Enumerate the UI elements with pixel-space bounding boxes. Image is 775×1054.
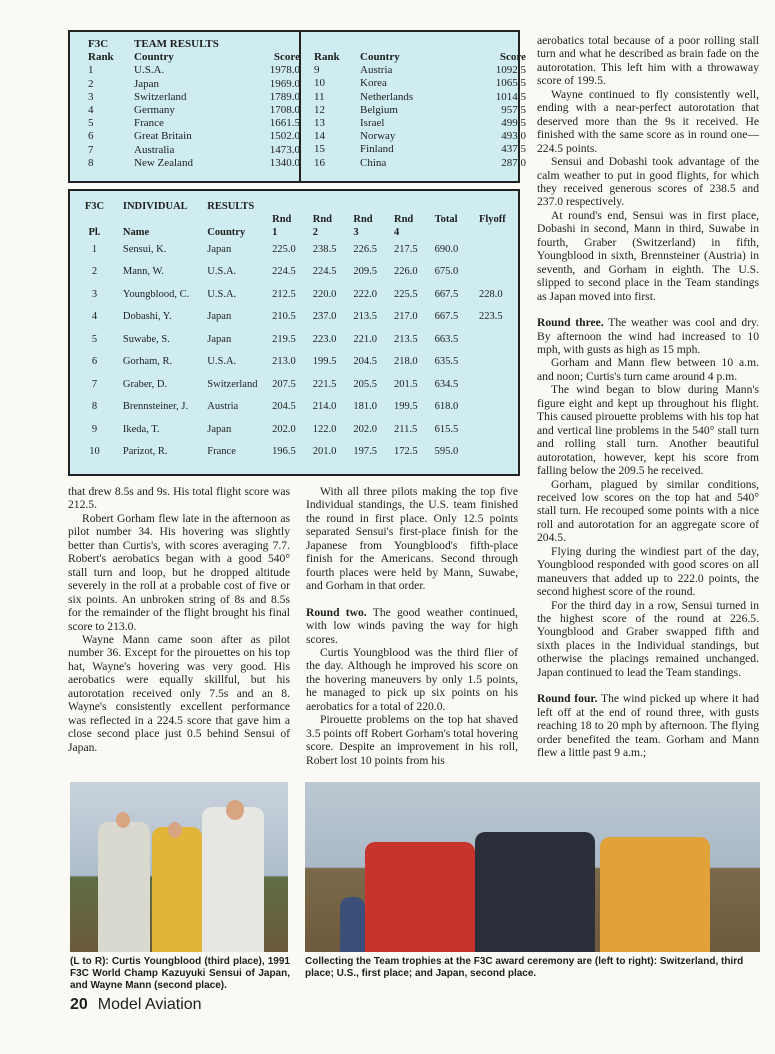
article-paragraph — [306, 646, 518, 713]
country-cell: U.S.A. — [207, 288, 237, 300]
country-cell: U.S.A. — [134, 64, 165, 77]
photo-three-pilots — [70, 782, 288, 952]
table-row — [78, 441, 518, 464]
paragraph-text: The weather was cool and dry. By afternoon the wind had increased to 10 mph, with gusts as high as 15 mph. — [537, 316, 759, 356]
total-cell: 595.0 — [434, 446, 459, 458]
r1-cell: 225.0 — [272, 243, 296, 255]
r1-cell: 210.5 — [272, 311, 296, 323]
rank-cell: 6 — [88, 130, 94, 143]
article-paragraph — [68, 633, 290, 754]
table-title: TEAM RESULTS — [134, 38, 219, 50]
article-paragraph — [537, 155, 759, 209]
flyoff-cell — [479, 351, 518, 374]
header-total: Total — [434, 214, 458, 225]
score-cell: 1708.0 — [269, 104, 300, 117]
name-cell: Ikeda, T. — [122, 423, 160, 435]
country-cell: Switzerland — [207, 378, 258, 390]
header-name: Name — [122, 227, 150, 238]
rank-cell: 12 — [314, 103, 325, 116]
article-paragraph — [68, 512, 290, 633]
r3-cell: 226.5 — [353, 243, 377, 255]
rank-cell: 11 — [314, 90, 325, 103]
team-results-right — [314, 51, 526, 170]
name-cell: Brennsteiner, J. — [122, 401, 189, 413]
score-cell: 1473.0 — [269, 143, 300, 156]
article-paragraph — [537, 545, 759, 599]
table-row — [88, 157, 300, 170]
name-cell: Suwabe, S. — [122, 333, 170, 345]
article-paragraph — [306, 485, 518, 593]
table-row — [78, 328, 518, 351]
paragraph-text: Pirouette problems on the top hat shaved 3.5 points off Robert Gorham's total hovering score. Despite an improvement in his roll, Robert lost 10 points from his — [306, 713, 518, 767]
article-paragraph — [537, 88, 759, 155]
r2-cell: 237.0 — [312, 311, 337, 323]
table-row — [88, 91, 300, 104]
table-row — [314, 143, 526, 156]
country-cell: France — [134, 117, 164, 130]
score-cell: 1092.5 — [495, 64, 526, 77]
article-paragraph — [537, 692, 759, 759]
header-rnd1: Rnd — [272, 214, 292, 225]
country-cell: Israel — [360, 117, 385, 130]
table-row — [314, 157, 526, 170]
country-cell: Australia — [134, 143, 175, 156]
r2-cell: 214.0 — [312, 401, 337, 413]
r3-cell: 197.5 — [353, 446, 377, 458]
header-rnd3: Rnd — [353, 214, 373, 225]
r3-cell: 202.0 — [353, 423, 377, 435]
total-cell: 690.0 — [434, 243, 459, 255]
paragraph-text: The good weather continued, with low winds paving the way for high scores. — [306, 605, 519, 646]
article-paragraph — [537, 34, 759, 88]
pl-cell: 5 — [91, 333, 98, 345]
individual-results-table — [68, 189, 520, 476]
name-cell: Mann, W. — [122, 266, 165, 278]
flyoff-cell — [479, 238, 518, 261]
score-cell: 437.5 — [501, 143, 526, 156]
page-footer — [70, 996, 202, 1014]
header-flyoff: Flyoff — [478, 214, 506, 225]
score-cell: 1340.0 — [269, 156, 300, 169]
r2-cell: 224.5 — [312, 266, 337, 278]
table-row — [78, 283, 518, 306]
table-row — [88, 104, 300, 117]
table-header-row — [88, 51, 300, 64]
header-country: Country — [134, 51, 174, 64]
r2-cell: 122.0 — [312, 423, 337, 435]
header-r4: 4 — [393, 227, 400, 238]
total-cell: 667.5 — [434, 288, 459, 300]
name-cell: Sensui, K. — [122, 243, 167, 255]
header-rank: Rank — [88, 51, 114, 64]
score-cell: 957.5 — [501, 103, 526, 116]
header-place: Pl. — [88, 227, 101, 238]
table-row — [78, 306, 518, 329]
table-row — [78, 373, 518, 396]
flyoff-cell — [479, 441, 518, 464]
table-row — [88, 130, 300, 143]
table-row — [88, 117, 300, 130]
country-cell: Japan — [207, 311, 232, 323]
table-row — [78, 261, 518, 284]
total-cell: 663.5 — [434, 333, 459, 345]
score-cell: 1969.0 — [269, 77, 300, 90]
rank-cell: 3 — [88, 90, 94, 103]
country-cell: Switzerland — [134, 90, 187, 103]
rank-cell: 10 — [314, 77, 325, 90]
header-country: Country — [207, 227, 246, 238]
score-cell: 287.0 — [501, 156, 526, 169]
r3-cell: 204.5 — [353, 356, 377, 368]
photo-award-ceremony — [305, 782, 760, 952]
r3-cell: 222.0 — [353, 288, 377, 300]
article-column-right — [537, 34, 759, 760]
paragraph-text: Curtis Youngblood was the third flier of the day. Although he improved his score on the hovering maneuvers by only 1.5 points, he managed to pick up six points on his aerobatics for a total of 220.0. — [306, 645, 518, 713]
header-rnd2: Rnd — [312, 214, 332, 225]
paragraph-text: The wind began to blow during Mann's figure eight and kept up throughout his flight. This caused pirouette problems with his top hat and vertical line problems in the 540° stall turn and rolling stall turn. Another beautiful autorotation, however, kept his score from falling below the 209.5 he received. — [537, 383, 759, 478]
r4-cell: 172.5 — [393, 446, 418, 458]
paragraph-text: For the third day in a row, Sensui turned in the highest score of the round at 226.5. Youngblood and Graber swapped fifth and sixth places in the Individual standings, but otherwise the placings remained unchanged. Japan continued to lead the Team standings. — [537, 598, 759, 679]
r3-cell: 221.0 — [353, 333, 377, 345]
rank-cell: 8 — [88, 156, 94, 169]
r4-cell: 199.5 — [393, 401, 418, 413]
country-cell: Finland — [360, 143, 394, 156]
publication-name: Model Aviation — [97, 996, 202, 1013]
score-cell: 1789.0 — [269, 90, 300, 103]
paragraph-text: Sensui and Dobashi took advantage of the calm weather to put in good flights, for which they received generous scores of 238.5 and 237.0 respectively. — [537, 155, 759, 209]
total-cell: 634.5 — [434, 378, 459, 390]
pl-cell: 7 — [91, 378, 98, 390]
paragraph-text: Robert Gorham flew late in the afternoon as pilot number 34. His hovering was slightly better than Curtis's, with scores averaging 7.7. Robert's aerobatics began with a good 540° stall turn and loop, but he dropped altitude severely in the roll at a probable cost of five or six points. An unbroken string of 8s and 8.5s for the remainder of the flight brought his final score to 213.0. — [68, 511, 290, 633]
country-cell: Austria — [360, 64, 393, 77]
country-cell: Germany — [134, 104, 175, 117]
r4-cell: 213.5 — [393, 333, 418, 345]
score-cell: 1014.5 — [495, 90, 526, 103]
article-paragraph — [537, 478, 759, 545]
page-number: 20 — [70, 996, 88, 1013]
section-heading: Round three. — [537, 316, 604, 330]
country-cell: Japan — [207, 243, 232, 255]
r3-cell: 181.0 — [353, 401, 377, 413]
country-cell: Korea — [360, 77, 387, 90]
table-row — [88, 64, 300, 77]
flyoff-cell: 223.5 — [478, 311, 503, 323]
section-heading: Round two. — [306, 605, 367, 619]
rank-cell: 13 — [314, 117, 325, 130]
name-cell: Parizot, R. — [122, 446, 168, 458]
total-cell: 635.5 — [434, 356, 459, 368]
pl-cell: 1 — [91, 243, 98, 255]
table-row — [314, 64, 526, 77]
country-cell: Norway — [360, 130, 396, 143]
r1-cell: 219.5 — [272, 333, 296, 345]
score-cell: 1065.5 — [495, 77, 526, 90]
paragraph-text: Gorham and Mann flew between 10 a.m. and noon; Curtis's turn came around 4 p.m. — [537, 356, 759, 383]
r2-cell: 199.5 — [312, 356, 337, 368]
article-paragraph — [537, 599, 759, 680]
name-cell: Gorham, R. — [122, 356, 173, 368]
pl-cell: 4 — [91, 311, 98, 323]
paragraph-text: Gorham, plagued by similar conditions, received low scores on the top hat and 540° stall turn. He recouped some points with a nice roll and autorotation for an aggregate score of 204.5. — [537, 477, 759, 545]
article-paragraph — [306, 713, 518, 767]
pl-cell: 10 — [89, 446, 100, 458]
table-row — [314, 117, 526, 130]
table-row — [314, 130, 526, 143]
r2-cell: 221.5 — [312, 378, 337, 390]
header-country: Country — [360, 51, 400, 63]
article-paragraph — [537, 356, 759, 383]
paragraph-text: With all three pilots making the top five Individual standings, the U.S. team finished the round in first place. Only 12.5 points separated Sensui's first-place finish for the Japanese from Youngblood's fifth-place finish for the Americans. Second through fourth places were held by Mann, Suwabe, and Gorham in that order. — [306, 485, 518, 593]
header-r3: 3 — [353, 227, 359, 238]
header-r1: 1 — [272, 227, 278, 238]
r1-cell: 202.0 — [272, 423, 296, 435]
r1-cell: 224.5 — [272, 266, 296, 278]
pl-cell: 9 — [91, 423, 98, 435]
r4-cell: 217.5 — [393, 243, 418, 255]
paragraph-text: aerobatics total because of a poor rolling stall turn and what he described as brain fade on the autorotation. This left him with a throwaway score of 199.5. — [537, 34, 759, 88]
paragraph-text: The wind picked up where it had left off at the end of round three, with gusts reaching 18 to 20 mph by afternoon. The flying order benefited the team. Gorham and Mann flew a little past 9 a.m.; — [537, 692, 760, 760]
rank-cell: 16 — [314, 156, 325, 169]
r1-cell: 207.5 — [272, 378, 296, 390]
r3-cell: 205.5 — [353, 378, 377, 390]
country-cell: U.S.A. — [207, 266, 237, 278]
article-column-middle — [306, 485, 518, 767]
team-results-left — [88, 38, 300, 170]
article-paragraph — [537, 209, 759, 303]
paragraph-text: At round's end, Sensui was in first place, Dobashi in second, Mann in third, Suwabe in fourth, Graber (Switzerland) in fifth, Youngblood in sixth, Brennsteiner (Austria) in seventh, and Gorham in eighth. The U.S. slipped to second place in the Team standings as Japan moved into first. — [537, 208, 759, 303]
total-cell: 667.5 — [434, 311, 459, 323]
section-heading: Round four. — [537, 692, 598, 706]
table-title: INDIVIDUAL — [122, 201, 188, 212]
country-cell: Japan — [134, 77, 160, 90]
rank-cell: 14 — [314, 130, 325, 143]
table-row — [314, 77, 526, 90]
r2-cell: 201.0 — [312, 446, 337, 458]
flyoff-cell — [479, 328, 518, 351]
pl-cell: 2 — [91, 266, 98, 278]
paragraph-text: Wayne continued to fly consistently well, ending with a near-perfect autorotation that deserved more than the 9s it received. He finished with the same score as in round one—224.5 points. — [537, 87, 759, 155]
r4-cell: 225.5 — [393, 288, 418, 300]
table-row — [78, 396, 518, 419]
table-header-row — [314, 51, 526, 64]
score-cell: 1502.0 — [269, 130, 300, 143]
country-cell: Japan — [207, 423, 232, 435]
country-cell: China — [360, 156, 387, 169]
table-row — [88, 144, 300, 157]
pl-cell: 3 — [91, 288, 98, 300]
name-cell: Youngblood, C. — [122, 288, 190, 300]
r4-cell: 201.5 — [393, 378, 418, 390]
r4-cell: 217.0 — [393, 311, 418, 323]
table-row — [78, 238, 518, 261]
score-cell: 493.0 — [501, 130, 526, 143]
team-results-table — [68, 30, 526, 183]
rank-cell: 1 — [88, 64, 94, 77]
country-cell: Japan — [207, 333, 232, 345]
header-rank: Rank — [314, 51, 340, 63]
pl-cell: 8 — [91, 401, 98, 413]
total-cell: 675.0 — [434, 266, 459, 278]
photo-caption-left: (L to R): Curtis Youngblood (third place), 1991 F3C World Champ Kazuyuki Sensui of Japan, and Wayne Mann (second place). — [70, 956, 290, 991]
article-paragraph — [68, 485, 290, 512]
table-row — [78, 351, 518, 374]
total-cell: 615.5 — [434, 423, 459, 435]
flyoff-cell: 228.0 — [478, 288, 503, 300]
r2-cell: 223.0 — [312, 333, 337, 345]
pl-cell: 6 — [91, 356, 98, 368]
rank-cell: 7 — [88, 143, 94, 156]
r4-cell: 218.0 — [393, 356, 418, 368]
flyoff-cell — [479, 418, 518, 441]
country-cell: Belgium — [360, 103, 398, 116]
country-cell: Austria — [207, 401, 239, 413]
r1-cell: 196.5 — [272, 446, 296, 458]
rank-cell: 4 — [88, 104, 94, 117]
header-r2: 2 — [312, 227, 318, 238]
total-cell: 618.0 — [434, 401, 459, 413]
paragraph-text: that drew 8.5s and 9s. His total flight score was 212.5. — [68, 485, 290, 512]
paragraph-text: Wayne Mann came soon after as pilot number 36. Except for the pirouettes on his top hat, Wayne's hovering was very good. His aerobatics were equally skillful, but his autorotation received only 7.5s and an 8. Wayne's consistently excellent performance was reflected in a 224.5 score that gave him a close second place just 0.5 behind Sensui of Japan. — [68, 632, 290, 754]
country-cell: U.S.A. — [207, 356, 237, 368]
header-score: Score — [499, 51, 526, 63]
r1-cell: 213.0 — [272, 356, 296, 368]
score-cell: 1661.5 — [269, 117, 300, 130]
header-score: Score — [273, 51, 300, 64]
r3-cell: 213.5 — [353, 311, 377, 323]
article-paragraph — [306, 606, 518, 646]
r2-cell: 220.0 — [312, 288, 337, 300]
table-row — [88, 78, 300, 91]
r1-cell: 204.5 — [272, 401, 296, 413]
r2-cell: 238.5 — [312, 243, 337, 255]
rank-cell: 15 — [314, 143, 325, 156]
table-row — [314, 91, 526, 104]
flyoff-cell — [479, 396, 518, 419]
score-cell: 499.5 — [501, 117, 526, 130]
article-paragraph — [537, 316, 759, 356]
r3-cell: 209.5 — [353, 266, 377, 278]
article-paragraph — [537, 383, 759, 477]
rank-cell: 9 — [314, 64, 320, 77]
country-cell: Great Britain — [134, 130, 192, 143]
country-cell: Netherlands — [360, 90, 414, 103]
table-row — [314, 104, 526, 117]
country-cell: France — [207, 446, 236, 458]
score-cell: 1978.0 — [269, 64, 300, 77]
r4-cell: 226.0 — [393, 266, 418, 278]
flyoff-cell — [479, 261, 518, 284]
r1-cell: 212.5 — [272, 288, 296, 300]
header-rnd4: Rnd — [393, 214, 414, 225]
table-label: F3C — [88, 38, 109, 50]
photo-caption-right: Collecting the Team trophies at the F3C award ceremony are (left to right): Switzerland, third place; U.S., first place; and Japan, second place. — [305, 956, 744, 979]
country-cell: New Zealand — [134, 156, 193, 169]
r4-cell: 211.5 — [393, 423, 418, 435]
article-column-left — [68, 485, 290, 754]
table-title-2: RESULTS — [207, 201, 255, 212]
paragraph-text: Flying during the windiest part of the day, Youngblood responded with good scores on all maneuvers that added up to 222.0 points, the second highest score of the round. — [537, 544, 759, 599]
name-cell: Dobashi, Y. — [122, 311, 172, 323]
name-cell: Graber, D. — [122, 378, 168, 390]
table-row — [78, 418, 518, 441]
flyoff-cell — [479, 373, 518, 396]
rank-cell: 5 — [88, 117, 94, 130]
rank-cell: 2 — [88, 77, 94, 90]
table-label: F3C — [84, 201, 105, 212]
